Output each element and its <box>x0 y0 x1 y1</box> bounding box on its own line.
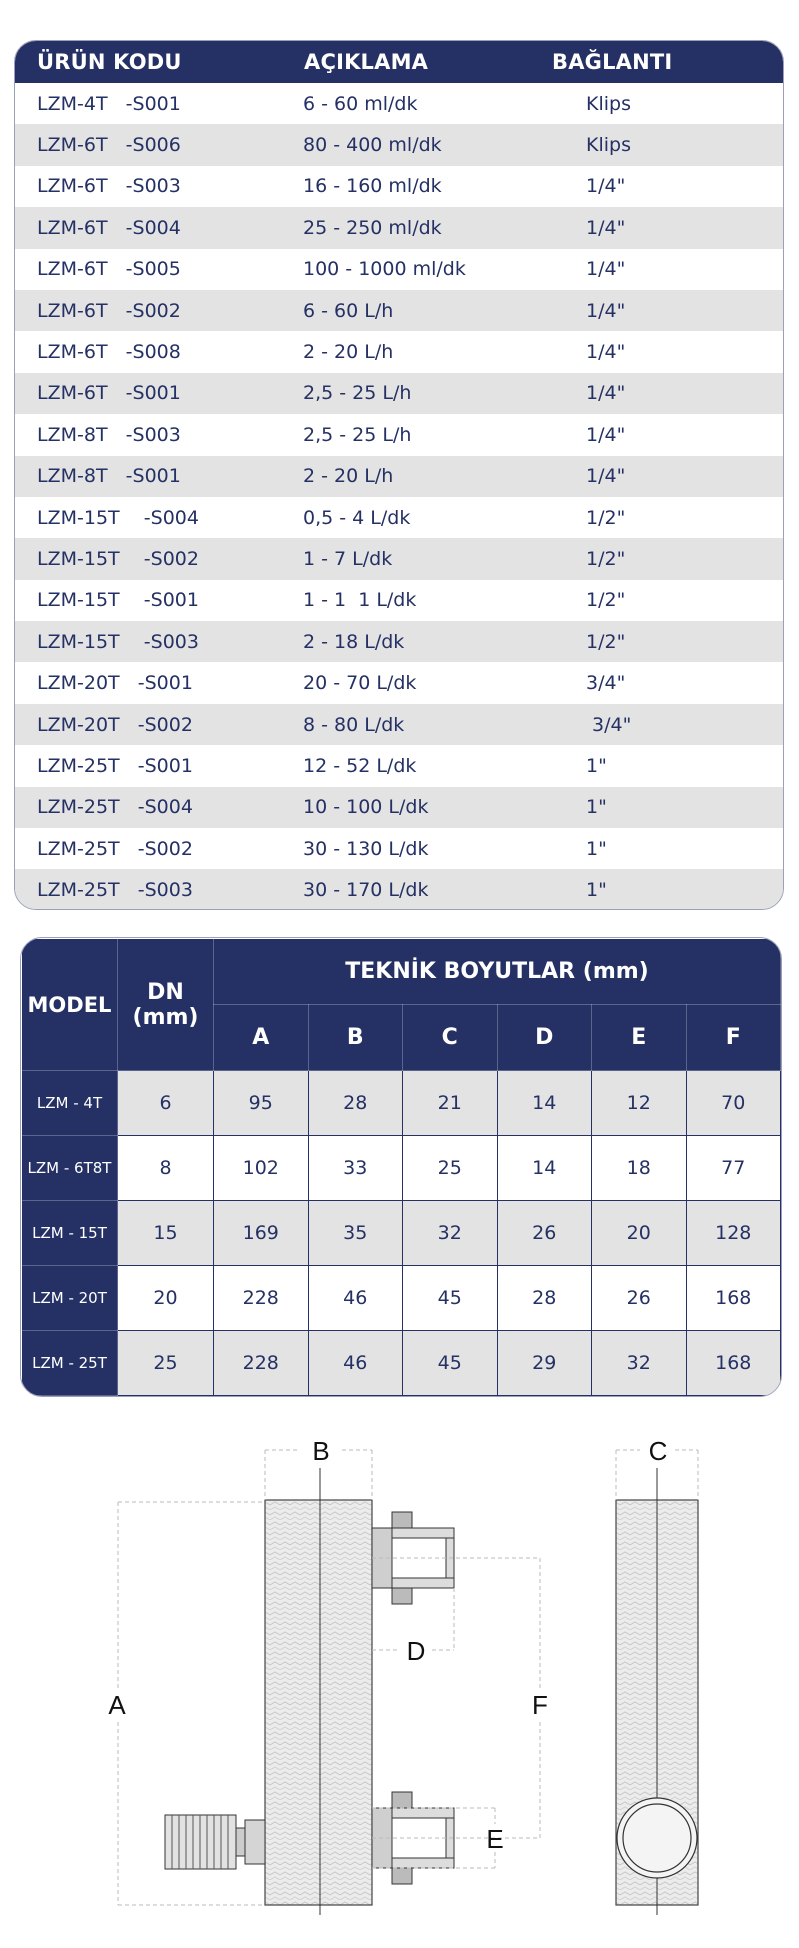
dimension-label-a: A <box>108 1690 126 1720</box>
table-row <box>15 497 783 538</box>
table-row <box>15 373 783 414</box>
flow-range: 100 - 1000 ml/dk <box>303 258 466 281</box>
product-code: LZM-15T -S004 <box>37 506 199 529</box>
table-row <box>15 456 783 497</box>
side-view <box>616 1436 698 1915</box>
dimension-cell-f: 77 <box>686 1136 781 1201</box>
dimension-cell-a: 169 <box>214 1201 309 1266</box>
dimension-cell-d: 28 <box>497 1266 592 1331</box>
table-row <box>15 662 783 703</box>
product-code: LZM-25T -S002 <box>37 837 193 860</box>
dn-cell: 8 <box>118 1136 214 1201</box>
product-table-header <box>15 41 783 83</box>
header-connection: BAĞLANTI <box>552 50 673 74</box>
product-code: LZM-6T -S008 <box>37 341 181 364</box>
dimension-cell-b: 28 <box>308 1071 403 1136</box>
product-code: LZM-6T -S001 <box>37 382 181 405</box>
connection-size: Klips <box>586 134 631 157</box>
dimension-cell-f: 70 <box>686 1071 781 1136</box>
connection-size: Klips <box>586 92 631 115</box>
dimension-label-f: F <box>532 1690 548 1720</box>
table-row <box>15 124 783 165</box>
header-dn-unit: (mm) <box>132 1004 199 1030</box>
dimension-cell-c: 21 <box>403 1071 498 1136</box>
connection-size: 1/2" <box>586 506 626 529</box>
dimension-cell-b: 35 <box>308 1201 403 1266</box>
flow-range: 20 - 70 L/dk <box>303 672 417 695</box>
dimension-cell-f: 168 <box>686 1266 781 1331</box>
table-row <box>15 290 783 331</box>
flow-range: 10 - 100 L/dk <box>303 796 429 819</box>
flow-range: 2,5 - 25 L/h <box>303 382 412 405</box>
product-code: LZM-6T -S006 <box>37 134 181 157</box>
dimension-cell-e: 32 <box>592 1331 687 1396</box>
product-code: LZM-6T -S005 <box>37 258 181 281</box>
connection-size: 3/4" <box>586 713 632 736</box>
flow-range: 16 - 160 ml/dk <box>303 175 442 198</box>
model-cell: LZM - 25T <box>22 1331 118 1396</box>
dn-cell: 20 <box>118 1266 214 1331</box>
side-port-outer <box>617 1798 697 1878</box>
dimension-cell-b: 46 <box>308 1266 403 1331</box>
dimension-cell-f: 168 <box>686 1331 781 1396</box>
model-cell: LZM - 6T8T <box>22 1136 118 1201</box>
product-table-body <box>15 83 783 910</box>
flow-range: 12 - 52 L/dk <box>303 754 417 777</box>
product-code: LZM-25T -S001 <box>37 754 193 777</box>
product-code: LZM-15T -S003 <box>37 630 199 653</box>
header-dimension-b: B <box>308 1005 403 1071</box>
dimension-cell-c: 32 <box>403 1201 498 1266</box>
table-row <box>15 621 783 662</box>
model-cell: LZM - 20T <box>22 1266 118 1331</box>
table-row <box>15 828 783 869</box>
dn-cell: 6 <box>118 1071 214 1136</box>
flow-range: 2 - 20 L/h <box>303 341 394 364</box>
connection-size: 1/4" <box>586 216 626 239</box>
dimension-cell-e: 20 <box>592 1201 687 1266</box>
meter-body-front <box>265 1500 372 1905</box>
flow-range: 2 - 18 L/dk <box>303 630 405 653</box>
connection-size: 1" <box>586 796 607 819</box>
table-row <box>15 207 783 248</box>
header-dimension-d: D <box>497 1005 592 1071</box>
valve-knob <box>165 1815 265 1869</box>
model-cell: LZM - 15T <box>22 1201 118 1266</box>
dimension-cell-b: 33 <box>308 1136 403 1201</box>
connection-size: 1/4" <box>586 258 626 281</box>
connection-size: 1/4" <box>586 465 626 488</box>
dimension-cell-d: 14 <box>497 1136 592 1201</box>
product-code: LZM-8T -S003 <box>37 423 181 446</box>
table-row <box>15 787 783 828</box>
table-row <box>22 1331 781 1396</box>
table-row <box>15 745 783 786</box>
model-cell: LZM - 4T <box>22 1071 118 1136</box>
header-dimension-e: E <box>592 1005 687 1071</box>
header-technical-dimensions: TEKNİK BOYUTLAR (mm) <box>214 939 781 1005</box>
dn-cell: 15 <box>118 1201 214 1266</box>
dimension-cell-e: 12 <box>592 1071 687 1136</box>
flow-range: 0,5 - 4 L/dk <box>303 506 411 529</box>
bottom-fitting <box>372 1792 454 1884</box>
connection-size: 1" <box>586 879 607 902</box>
dimension-label-b: B <box>312 1436 330 1466</box>
product-code: LZM-8T -S001 <box>37 465 181 488</box>
dimension-cell-d: 26 <box>497 1201 592 1266</box>
flow-range: 1 - 1 1 L/dk <box>303 589 417 612</box>
dimension-cell-d: 29 <box>497 1331 592 1396</box>
dimension-cell-c: 25 <box>403 1136 498 1201</box>
table-row <box>22 1071 781 1136</box>
flow-range: 1 - 7 L/dk <box>303 547 393 570</box>
dn-cell: 25 <box>118 1331 214 1396</box>
top-fitting <box>372 1512 454 1604</box>
connection-size: 1/4" <box>586 175 626 198</box>
connection-size: 1/2" <box>586 630 626 653</box>
product-code: LZM-4T -S001 <box>37 92 181 115</box>
product-code: LZM-15T -S002 <box>37 547 199 570</box>
header-model: MODEL <box>22 939 118 1071</box>
table-row <box>15 331 783 372</box>
header-dimension-a: A <box>214 1005 309 1071</box>
table-row <box>15 83 783 124</box>
table-row <box>15 580 783 621</box>
dimension-cell-e: 26 <box>592 1266 687 1331</box>
table-row <box>15 869 783 910</box>
header-product-code: ÜRÜN KODU <box>37 50 182 74</box>
product-code: LZM-20T -S002 <box>37 713 193 736</box>
header-dimension-c: C <box>403 1005 498 1071</box>
connection-size: 1" <box>586 754 607 777</box>
header-dn <box>118 939 214 1071</box>
flowmeter-dimension-diagram <box>0 1420 799 1930</box>
dimension-cell-a: 95 <box>214 1071 309 1136</box>
flow-range: 80 - 400 ml/dk <box>303 134 442 157</box>
dimension-label-d: D <box>406 1636 426 1666</box>
dimension-cell-e: 18 <box>592 1136 687 1201</box>
header-dn-label: DN <box>147 979 184 1005</box>
dimension-cell-a: 102 <box>214 1136 309 1201</box>
table-row <box>15 249 783 290</box>
front-view <box>108 1436 548 1915</box>
flow-range: 6 - 60 ml/dk <box>303 92 418 115</box>
dimension-label-e: E <box>486 1824 504 1854</box>
header-dimension-f: F <box>686 1005 781 1071</box>
product-code: LZM-15T -S001 <box>37 589 199 612</box>
flow-range: 2,5 - 25 L/h <box>303 423 412 446</box>
connection-size: 1/4" <box>586 299 626 322</box>
flow-range: 30 - 130 L/dk <box>303 837 429 860</box>
connection-size: 1/2" <box>586 589 626 612</box>
table-row <box>22 1266 781 1331</box>
flow-range: 30 - 170 L/dk <box>303 879 429 902</box>
connection-size: 1" <box>586 837 607 860</box>
product-code: LZM-6T -S004 <box>37 216 181 239</box>
connection-size: 3/4" <box>586 672 626 695</box>
dimension-cell-f: 128 <box>686 1201 781 1266</box>
table-row <box>15 414 783 455</box>
table-row <box>22 1201 781 1266</box>
table-row <box>22 1136 781 1201</box>
table-row <box>15 538 783 579</box>
dimension-cell-c: 45 <box>403 1331 498 1396</box>
header-description: AÇIKLAMA <box>304 50 429 74</box>
flow-range: 25 - 250 ml/dk <box>303 216 442 239</box>
connection-size: 1/2" <box>586 547 626 570</box>
table-row <box>15 166 783 207</box>
dimension-cell-c: 45 <box>403 1266 498 1331</box>
flow-range: 6 - 60 L/h <box>303 299 394 322</box>
product-code: LZM-6T -S002 <box>37 299 181 322</box>
product-code-table <box>14 40 784 910</box>
dimension-cell-a: 228 <box>214 1331 309 1396</box>
connection-size: 1/4" <box>586 382 626 405</box>
dimension-cell-b: 46 <box>308 1331 403 1396</box>
table-row <box>15 704 783 745</box>
connection-size: 1/4" <box>586 423 626 446</box>
dimension-table <box>20 937 782 1397</box>
connection-size: 1/4" <box>586 341 626 364</box>
product-code: LZM-20T -S001 <box>37 672 193 695</box>
flow-range: 2 - 20 L/h <box>303 465 394 488</box>
flow-range: 8 - 80 L/dk <box>303 713 405 736</box>
product-code: LZM-25T -S004 <box>37 796 193 819</box>
product-code: LZM-6T -S003 <box>37 175 181 198</box>
dimension-label-c: C <box>648 1436 668 1466</box>
dimension-cell-d: 14 <box>497 1071 592 1136</box>
dimension-cell-a: 228 <box>214 1266 309 1331</box>
product-code: LZM-25T -S003 <box>37 879 193 902</box>
